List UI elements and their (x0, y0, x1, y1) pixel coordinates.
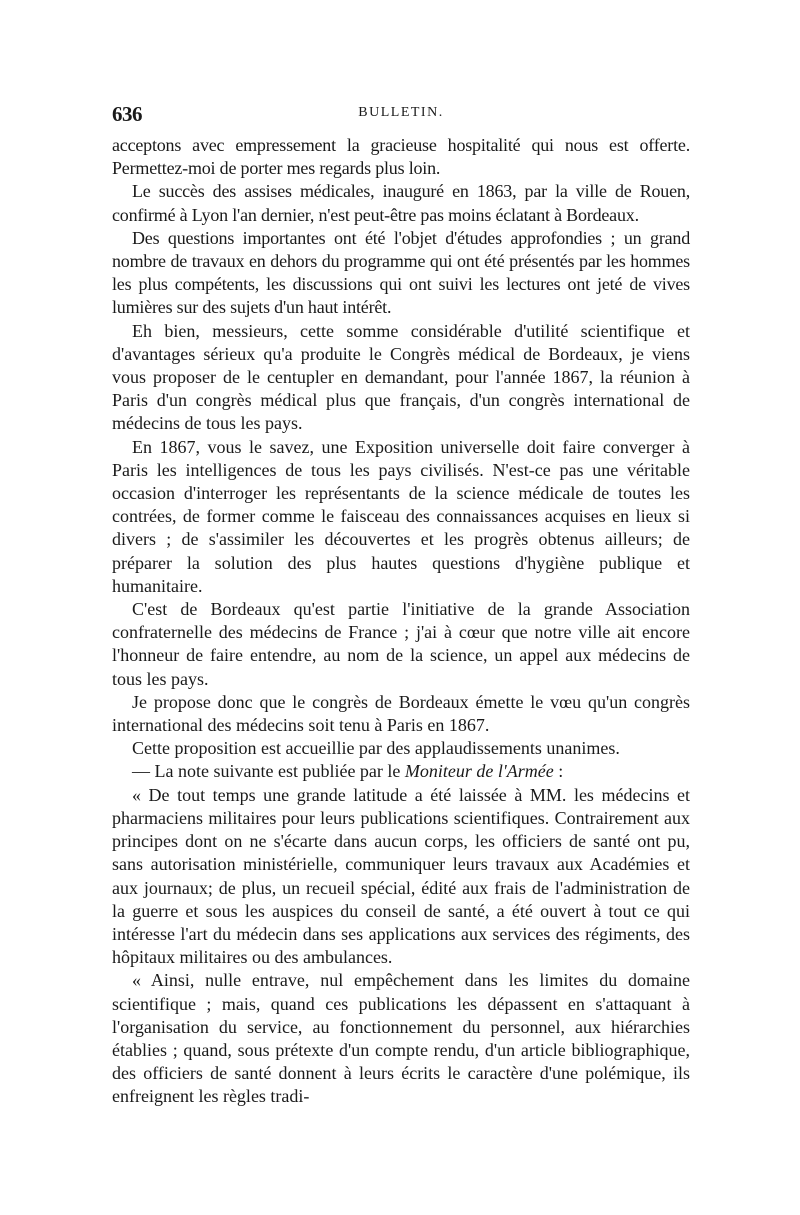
note-intro-tail: : (553, 761, 564, 782)
page-header (112, 96, 690, 132)
paragraph: Je propose donc que le congrès de Bordeaux émette le vœu qu'un congrès international des médecins soit tenu à Paris en 1867. (112, 691, 690, 736)
paragraph: acceptons avec empressement la gracieuse hospitalité qui nous est offerte. Permettez-moi de porter mes regards plus loin. (112, 135, 690, 179)
page-number: 636 (112, 102, 142, 126)
quote-paragraph: « De tout temps une grande latitude a été laissée à MM. les médecins et pharmaciens militaires pour leurs publications scientifiques. Contrairement aux principes dont on ne s'écarte dans aucun corps, les officiers de santé ont pu, sans autorisation ministérielle, communiquer leurs travaux aux Académies et aux journaux; de plus, un recueil spécial, édité aux frais de l'administration de la guerre et sous les auspices du conseil de santé, a été ouvert à tout ce qui intéresse l'art du médecin dans ses applications aux services des régiments, des hôpitaux militaires ou des ambulances. (112, 784, 690, 968)
paragraph: C'est de Bordeaux qu'est partie l'initiative de la grande Association confraternelle des médecins de France ; j'ai à cœur que notre ville ait encore l'honneur de faire entendre, au nom de la science, un appel aux médecins de tous les pays. (112, 599, 690, 689)
paragraph: Cette proposition est accueillie par des applaudissements unanimes. (132, 738, 620, 759)
quote-paragraph: « Ainsi, nulle entrave, nul empêchement dans les limites du domaine scientifique ; mais, quand ces publications les dépassent en s'attaquant à l'organisation du service, au fonctionnement du personnel, aux hiérarchies établies ; quand, sous prétexte d'un compte rendu, d'un article bibliographique, des officiers de santé donnent à leurs écrits le caractère d'une polémique, ils enfreignent les règles tradi- (112, 970, 690, 1107)
paragraph: Le succès des assises médicales, inauguré en 1863, par la ville de Rouen, confirmé à Lyon l'an dernier, n'est peut-être pas moins éclatant à Bordeaux. (112, 181, 690, 225)
note-source: Moniteur de l'Armée (404, 761, 554, 782)
note-intro-lead: — La note suivante est publiée par le (132, 761, 405, 782)
body-text (112, 134, 690, 1109)
running-head: BULLETIN. (358, 105, 444, 120)
paragraph: Des questions importantes ont été l'objet d'études approfondies ; un grand nombre de travaux en dehors du programme qui ont été présentés par les hommes les plus compétents, les discussions qui ont suivi les lectures ont jeté de vives lumières sur des sujets d'un haut intérêt. (112, 227, 690, 318)
note-intro (112, 760, 690, 783)
paragraph: Eh bien, messieurs, cette somme considérable d'utilité scientifique et d'avantages sérieux qu'a produite le Congrès médical de Bordeaux, je viens vous proposer de le centupler en demandant, pour l'année 1867, la réunion à Paris d'un congrès médical plus que français, d'un congrès international de médecins de tous les pays. (112, 320, 690, 434)
paragraph: En 1867, vous le savez, une Exposition universelle doit faire converger à Paris les intelligences de tous les pays civilisés. N'est-ce pas une véritable occasion d'interroger les représentants de la science médicale de toutes les contrées, de former comme le faisceau des connaissances acquises en lieux si divers ; de s'assimiler les découvertes et les progrès obtenus ailleurs; de préparer la solution des plus hautes questions d'hygiène publique et humanitaire. (112, 436, 690, 596)
